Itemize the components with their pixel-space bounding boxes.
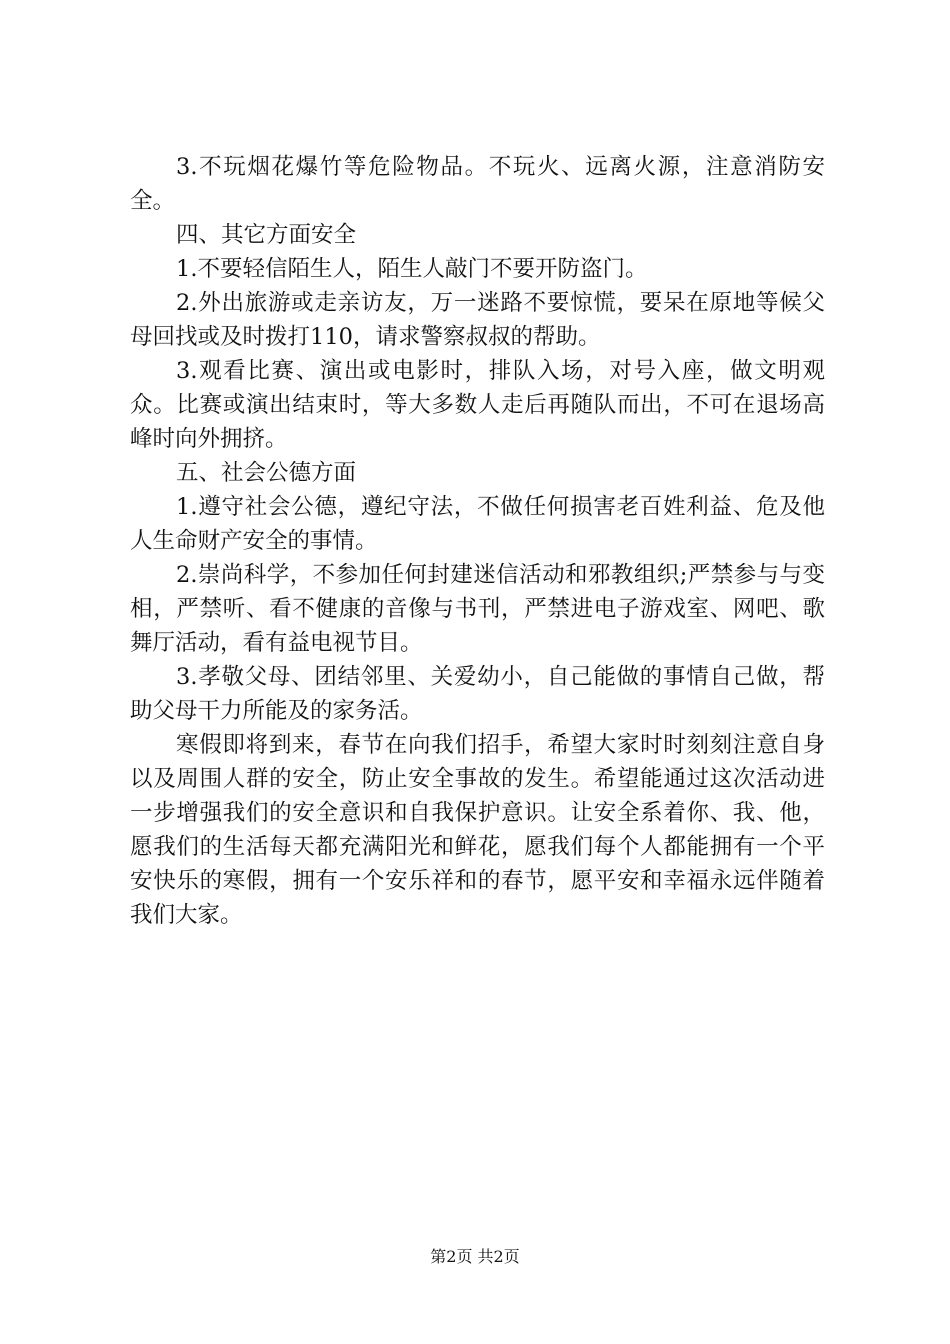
paragraph: 1.遵守社会公德，遵纪守法，不做任何损害老百姓利益、危及他人生命财产安全的事情。 [130, 494, 825, 554]
paragraph: 2.外出旅游或走亲访友，万一迷路不要惊慌，要呆在原地等候父母回找或及时拨打110，请求警察叔叔的帮助。 [130, 290, 825, 350]
paragraph: 3.观看比赛、演出或电影时，排队入场，对号入座，做文明观众。比赛或演出结束时，等大多数人走后再随队而出，不可在退场高峰时向外拥挤。 [130, 358, 825, 452]
section-heading: 四、其它方面安全 [176, 222, 357, 248]
document-body [130, 150, 825, 932]
paragraph: 3.孝敬父母、团结邻里、关爱幼小，自己能做的事情自己做，帮助父母干力所能及的家务活。 [130, 664, 825, 724]
page-number-footer: 第2页 共2页 [430, 1247, 520, 1266]
section-heading: 五、社会公德方面 [176, 460, 357, 486]
paragraph: 2.崇尚科学，不参加任何封建迷信活动和邪教组织;严禁参与与变相，严禁听、看不健康的音像与书刊，严禁进电子游戏室、网吧、歌舞厅活动，看有益电视节目。 [130, 562, 825, 656]
paragraph: 1.不要轻信陌生人，陌生人敲门不要开防盗门。 [176, 256, 648, 282]
paragraph: 3.不玩烟花爆竹等危险物品。不玩火、远离火源，注意消防安全。 [130, 154, 825, 214]
closing-paragraph: 寒假即将到来，春节在向我们招手，希望大家时时刻刻注意自身以及周围人群的安全，防止安全事故的发生。希望能通过这次活动进一步增强我们的安全意识和自我保护意识。让安全系着你、我、他，愿我们的生活每天都充满阳光和鲜花，愿我们每个人都能拥有一个平安快乐的寒假，拥有一个安乐祥和的春节，愿平安和幸福永远伴随着我们大家。 [130, 732, 825, 928]
